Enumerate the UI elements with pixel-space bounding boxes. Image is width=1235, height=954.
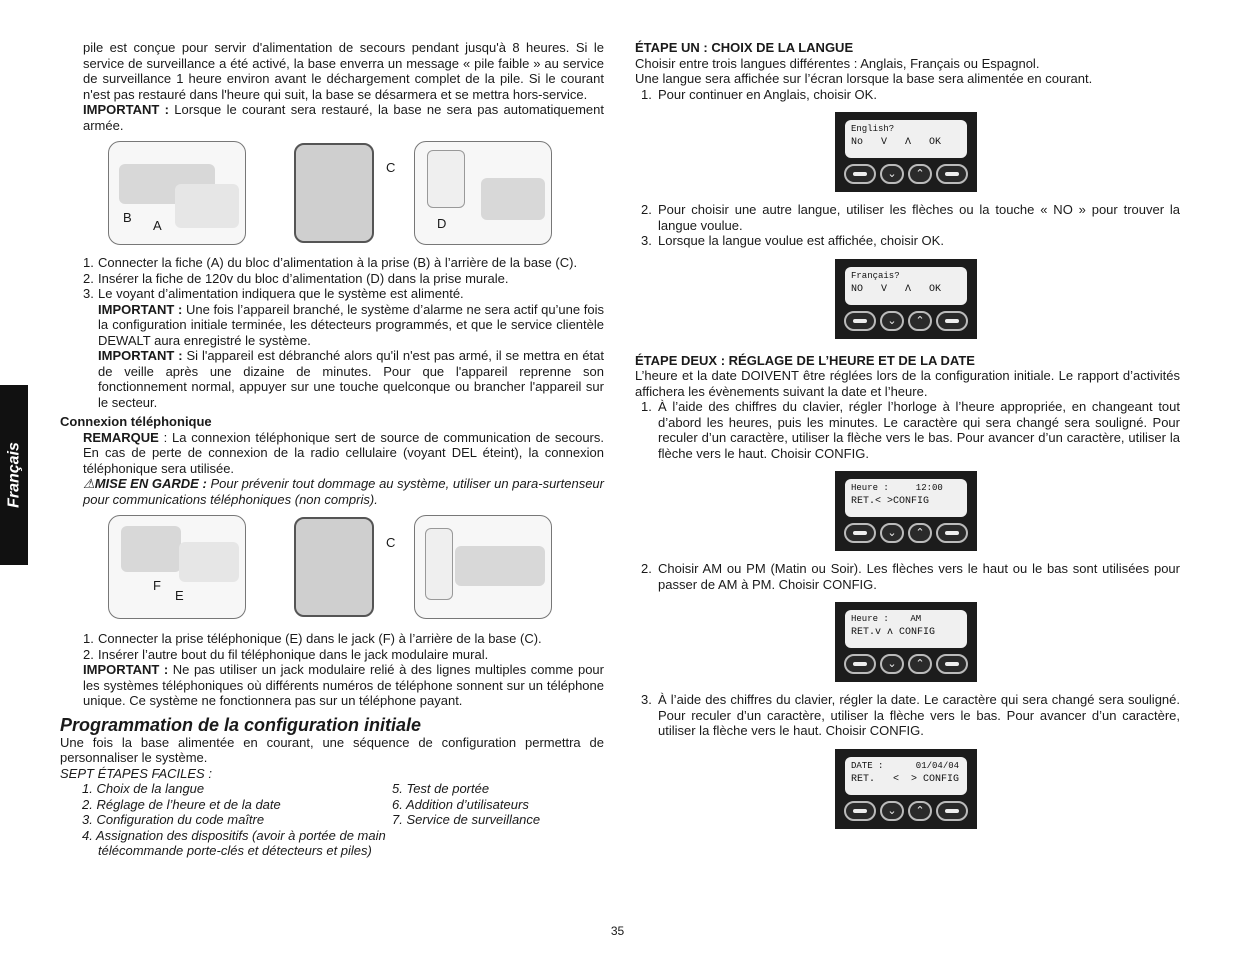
step-one-title: ÉTAPE UN : CHOIX DE LA LANGUE — [635, 40, 854, 55]
power-step: 3. Le voyant d’alimentation indiquera que le système est alimenté. — [83, 286, 464, 301]
down-arrow-button[interactable] — [880, 801, 904, 821]
callout-e: E — [175, 588, 184, 603]
step-one-item: 2. Pour choisir une autre langue, utiliser les flèches ou la touche « NO » pour trouver la langue voulue. — [641, 202, 1180, 233]
intro-paragraph: pile est conçue pour servir d'alimentation de secours pendant jusqu'à 8 heures. Si le service de surveillance a été activé, la base enverra un message « pile faible » au service de surveillance 1 heure environ avant le déchargement complet de la pile. Si le courant n'est pas restauré dans l'heure qui suit, la base se désarmera et se mettra hors-service. — [83, 40, 604, 102]
wall-outlet-panel — [414, 141, 552, 245]
no-button[interactable] — [844, 164, 876, 184]
section-intro: Une fois la base alimentée en courant, une séquence de configuration permettra de personnaliser le système. — [60, 734, 604, 765]
callout-c: C — [386, 160, 396, 175]
seven-steps-item-4-cont: télécommande porte-clés et détecteurs et piles) — [98, 843, 372, 858]
important-note-3: IMPORTANT : Si l'appareil est débranché alors qu'il n'est pas armé, il se mettra en état de veille après une dizaine de minutes. Pour que l'appareil reprenne son fonctionnement normal, appuyer sur une touche quelconque ou brancher l'appareil sur le secteur. — [98, 348, 604, 410]
seven-steps-heading: SEPT ÉTAPES FACILES : — [60, 765, 212, 781]
wall-jack-panel — [414, 515, 552, 619]
step-two-item: 1. À l’aide des chiffres du clavier, régler l’horloge à l’heure appropriée, en changeant tout d’abord les heures, puis les minutes. Le caractère qui sera changé sera souligné. Pour reculer d’un caractère, utiliser la flèche vers le bas. Pour avancer d’un caractère, utiliser la flèche vers le haut. Choisir CONFIG. — [641, 399, 1180, 461]
chevron-down-icon: ⌄ — [887, 527, 897, 539]
base-unit-illustration — [294, 143, 374, 243]
step-one-paragraph-1: Choisir entre trois langues différentes : Anglais, Français ou Espagnol. — [635, 55, 1040, 71]
chevron-up-icon: ⌃ — [915, 168, 925, 180]
power-plug-panel — [108, 141, 246, 245]
config-button[interactable] — [936, 801, 968, 821]
keypad-buttons — [844, 164, 968, 186]
step-two-item: 3. À l’aide des chiffres du clavier, régler la date. Le caractère qui sera changé sera souligné. Pour reculer d’un caractère, utiliser la flèche vers le bas. Pour avancer d’un caractère, utiliser la flèche vers le haut. Choisir CONFIG. — [641, 692, 1180, 738]
phone-jack-panel — [108, 515, 246, 619]
keypad-display — [835, 602, 977, 682]
keypad-buttons — [844, 654, 968, 676]
step-one-paragraph-2: Une langue sera affichée sur l’écran lorsque la base sera alimentée en courant. — [635, 71, 1093, 86]
important-text: Lorsque le courant sera restauré, la base ne sera pas automatiquement armée. — [83, 102, 605, 133]
seven-steps-item-4: 4. Assignation des dispositifs (avoir à portée de main — [82, 827, 386, 843]
phone-step: 1. Connecter la prise téléphonique (E) dans le jack (F) à l’arrière de la base (C). — [83, 631, 542, 646]
keypad-display — [835, 259, 977, 339]
power-connection-figure — [108, 141, 604, 247]
lcd-screen: DATE : 01/04/04 RET. < > CONFIG — [845, 757, 967, 795]
back-button[interactable] — [844, 654, 876, 674]
callout-d: D — [437, 216, 447, 231]
phone-connection-figure — [108, 515, 604, 623]
important-note-2: IMPORTANT : Une fois l’appareil branché, le système d’alarme ne sera actif qu’une fois la configuration initiale terminée, les détecteurs programmés, et que le service clientèle DEWALT aura enregistré le système. — [98, 301, 605, 348]
config-button[interactable] — [936, 654, 968, 674]
step-two-paragraph: L’heure et la date DOIVENT être réglées lors de la configuration initiale. Le rapport d’activités affichera les évènements suivant la date et l’heure. — [635, 368, 1180, 399]
up-arrow-button[interactable] — [908, 311, 932, 331]
chevron-down-icon: ⌄ — [887, 804, 897, 817]
config-button[interactable] — [936, 523, 968, 543]
keypad-display — [835, 471, 977, 551]
down-arrow-button[interactable] — [880, 164, 904, 184]
up-arrow-button[interactable] — [908, 801, 932, 821]
lcd-screen: Français? NO V Λ OK — [845, 267, 967, 305]
chevron-up-icon: ⌃ — [915, 804, 925, 817]
lcd-screen: Heure : AM RET.v ʌ CONFIG — [845, 610, 967, 648]
chevron-down-icon: ⌄ — [887, 314, 897, 327]
chevron-down-icon: ⌄ — [887, 168, 897, 180]
callout-c: C — [386, 535, 396, 550]
chevron-up-icon: ⌃ — [915, 314, 925, 327]
page-number: 35 — [610, 924, 625, 938]
down-arrow-button[interactable] — [880, 311, 904, 331]
down-arrow-button[interactable] — [880, 523, 904, 543]
phone-step: 2. Insérer l’autre bout du fil téléphonique dans le jack modulaire mural. — [83, 646, 489, 662]
callout-b: B — [123, 210, 132, 225]
phone-remark: REMARQUE : La connexion téléphonique sert de source de communication de secours. En cas de perte de connexion de la radio cellulaire (voyant DEL éteint), la connexion téléphonique sera utilisée. — [83, 429, 604, 476]
section-title: Programmation de la configuration initiale — [60, 714, 422, 735]
warning-icon: ⚠ — [83, 476, 95, 491]
keypad-buttons — [844, 801, 968, 823]
chevron-up-icon: ⌃ — [915, 527, 925, 539]
lcd-screen: English? No V Λ OK — [845, 120, 967, 158]
right-column — [635, 40, 1180, 839]
language-tab-label: Français — [5, 442, 23, 508]
keypad-display — [835, 112, 977, 192]
phone-heading: Connexion téléphonique — [60, 414, 212, 429]
important-note-4: IMPORTANT : Ne pas utiliser un jack modulaire relié à des lignes multiples comme pour les systèmes téléphoniques où différents numéros de téléphone sonnent sur un téléphone unique. Ce système ne fonctionnera pas sur un téléphone payant. — [83, 662, 604, 708]
phone-steps — [60, 631, 604, 662]
step-two-title: ÉTAPE DEUX : RÉGLAGE DE L’HEURE ET DE LA DATE — [635, 352, 975, 368]
up-arrow-button[interactable] — [908, 654, 932, 674]
up-arrow-button[interactable] — [908, 164, 932, 184]
down-arrow-button[interactable] — [880, 654, 904, 674]
important-label: IMPORTANT : — [83, 102, 169, 117]
step-one-item: 3. Lorsque la langue voulue est affichée, choisir OK. — [641, 233, 944, 248]
step-one-item: 1. Pour continuer en Anglais, choisir OK. — [641, 86, 877, 102]
no-button[interactable] — [844, 311, 876, 331]
ok-button[interactable] — [936, 311, 968, 331]
power-step: 1. Connecter la fiche (A) du bloc d’alimentation à la prise (B) à l’arrière de la base (C). — [83, 255, 578, 270]
power-step: 2. Insérer la fiche de 120v du bloc d’alimentation (D) dans la prise murale. — [83, 270, 509, 286]
left-column — [60, 40, 604, 859]
ok-button[interactable] — [936, 164, 968, 184]
back-button[interactable] — [844, 801, 876, 821]
keypad-buttons — [844, 311, 968, 333]
callout-f: F — [153, 578, 161, 593]
keypad-buttons — [844, 523, 968, 545]
base-unit-illustration — [294, 517, 374, 617]
chevron-down-icon: ⌄ — [887, 658, 897, 670]
power-steps — [60, 255, 604, 302]
seven-steps-list: 1. Choix de la langue 5. Test de portée 2. Réglage de l’heure et de la date 6. Addition d’utilisateurs 3. Configuration du code maître 7. Service de surveillance — [82, 781, 541, 827]
chevron-up-icon: ⌃ — [915, 658, 925, 670]
up-arrow-button[interactable] — [908, 523, 932, 543]
step-two-item: 2. Choisir AM ou PM (Matin ou Soir). Les flèches vers le haut ou le bas sont utilisées pour passer de AM à PM. Choisir CONFIG. — [641, 561, 1180, 592]
lcd-screen: Heure : 12:00 RET.< >CONFIG — [845, 479, 967, 517]
warning-note: ⚠MISE EN GARDE : Pour prévenir tout dommage au système, utiliser un para-surtenseur pour communications téléphoniques (non compris). — [83, 476, 604, 507]
callout-a: A — [153, 218, 162, 233]
language-tab — [0, 385, 28, 565]
back-button[interactable] — [844, 523, 876, 543]
keypad-display — [835, 749, 977, 829]
important-note-1 — [60, 102, 604, 133]
